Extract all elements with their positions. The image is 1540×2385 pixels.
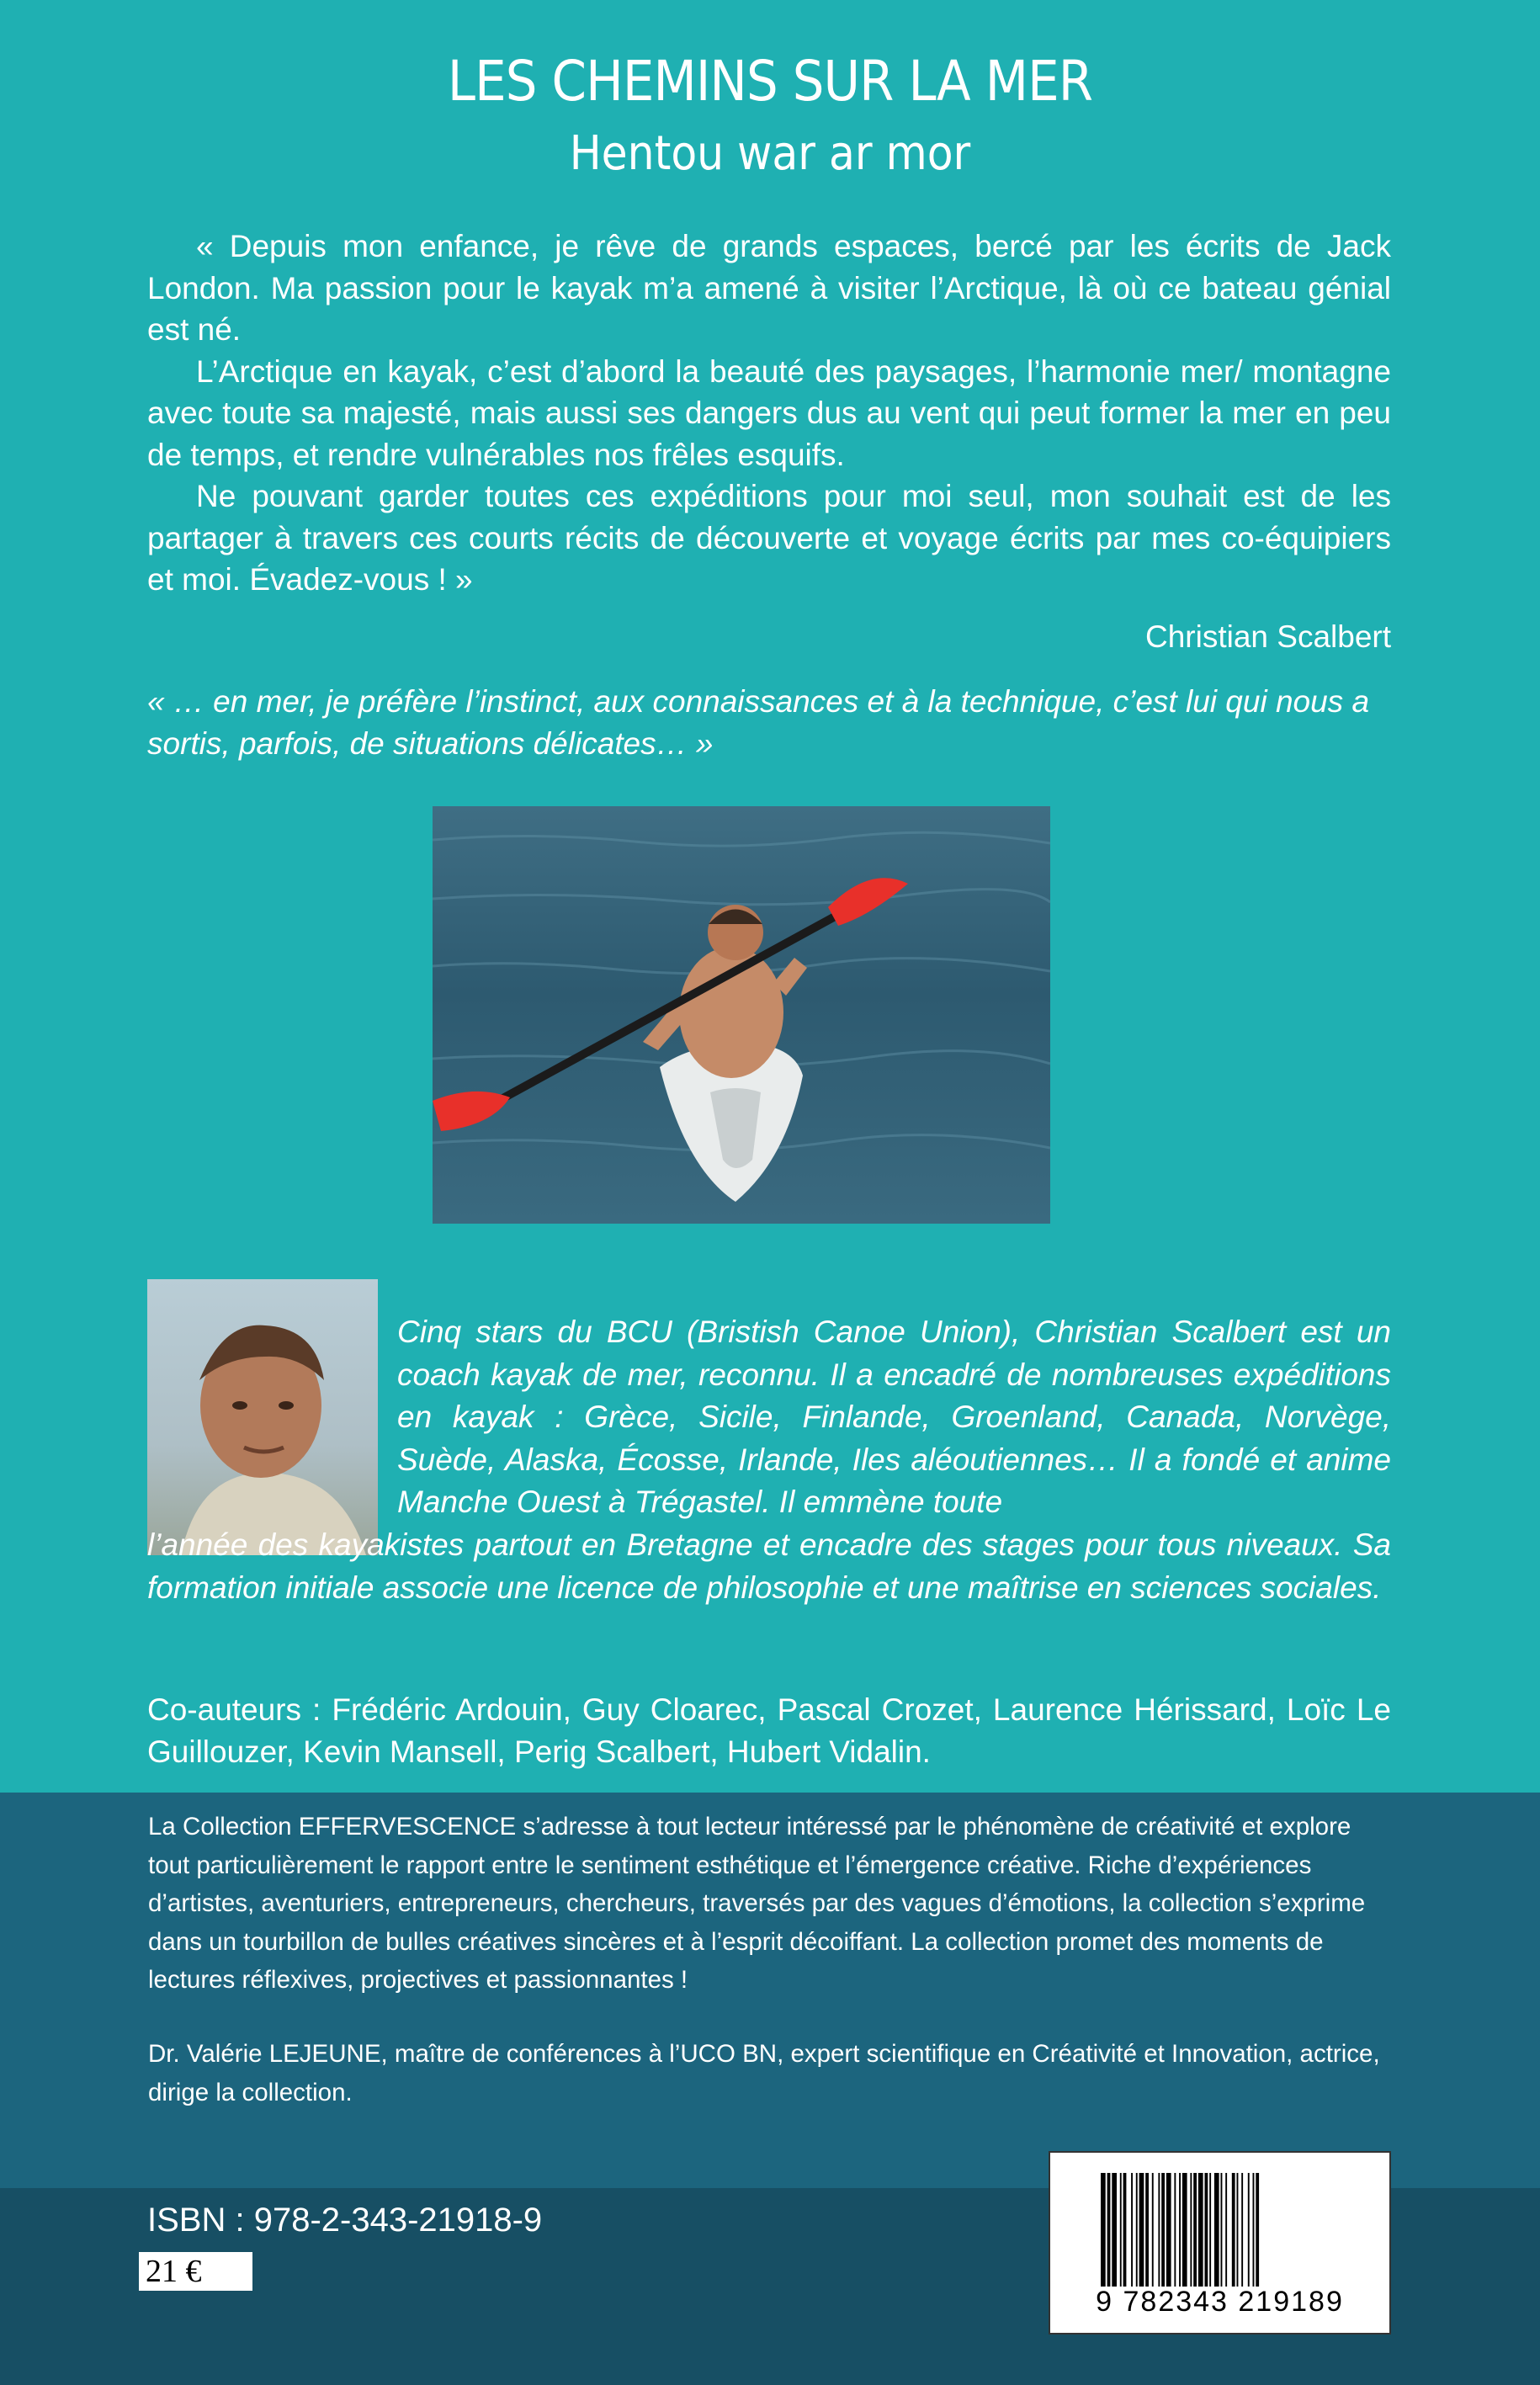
intro-text <box>147 226 1391 601</box>
barcode-bar <box>1139 2173 1144 2287</box>
barcode-bar <box>1190 2173 1192 2287</box>
barcode-bar <box>1205 2173 1208 2287</box>
barcode-bar <box>1241 2173 1243 2287</box>
barcode-bar <box>1131 2173 1133 2287</box>
kayak-photo <box>433 806 1050 1224</box>
author-bio-bottom: l’année des kayakistes partout en Bretagne et encadre des stages pour tous niveaux. Sa formation initiale associe une licence de philosophie et une maîtrise en sciences sociales. <box>147 1527 1391 1605</box>
barcode-bar <box>1237 2173 1239 2287</box>
barcode-bar <box>1225 2173 1227 2287</box>
price-tag: 21 € <box>139 2252 252 2291</box>
author-bio-top: Cinq stars du BCU (Bristish Canoe Union), Christian Scalbert est un coach kayak de mer, reconnu. Il a encadré de nombreuses expéditions en kayak : Grèce, Sicile, Finlande, Groenland, Canada, Norvège, Suède, Alaska, Écosse, Irlande, Iles aléoutiennes… Il a fondé et anime Manche Ouest à Trégastel. Il emmène toute <box>397 1315 1391 1519</box>
barcode-bar <box>1193 2173 1197 2287</box>
barcode-bar <box>1174 2173 1176 2287</box>
barcode-bar <box>1198 2173 1203 2287</box>
author-quote: « … en mer, je préfère l’instinct, aux connaissances et à la technique, c’est lui qui nous a sortis, parfois, de situations délicates… » <box>147 684 1370 761</box>
barcode-bar <box>1179 2173 1181 2287</box>
coauthors: Co-auteurs : Frédéric Ardouin, Guy Cloarec, Pascal Crozet, Laurence Hérissard, Loïc Le Guillouzer, Kevin Mansell, Perig Scalbert, Hubert Vidalin. <box>147 1692 1391 1769</box>
barcode-digits: 9 782343 219189 <box>1096 2286 1344 2318</box>
barcode-bar <box>1182 2173 1187 2287</box>
intro-paragraph-1: « Depuis mon enfance, je rêve de grands espaces, bercé par les écrits de Jack London. Ma passion pour le kayak m’a amené à visiter l’Arctique, là où ce bateau génial est né. <box>147 229 1391 347</box>
author-signature: Christian Scalbert <box>1144 619 1391 654</box>
barcode-bar <box>1161 2173 1165 2287</box>
barcode-bar <box>1253 2173 1255 2287</box>
barcode-bar <box>1232 2173 1235 2287</box>
barcode-bar <box>1107 2173 1111 2287</box>
barcode-bar <box>1123 2173 1127 2287</box>
collection-director: Dr. Valérie LEJEUNE, maître de conférences à l’UCO BN, expert scientifique en Créativité et Innovation, actrice, dirige la collection. <box>148 2040 1380 2106</box>
intro-paragraph-3: Ne pouvant garder toutes ces expéditions pour moi seul, mon souhait est de les partager à travers ces courts récits de découverte et voyage écrits par mes co-équipiers et moi. Évadez-vous ! » <box>147 479 1391 597</box>
barcode-bar <box>1136 2173 1138 2287</box>
intro-paragraph-2: L’Arctique en kayak, c’est d’abord la beauté des paysages, l’harmonie mer/ montagne avec toute sa majesté, mais aussi ses dangers dus au vent qui peut former la mer en peu de temps, et rendre vulnérables nos frêles esquifs. <box>147 353 1391 472</box>
book-title: LES CHEMINS SUR LA MER <box>447 49 1093 114</box>
barcode-bar <box>1158 2173 1160 2287</box>
collection-description: La Collection EFFERVESCENCE s’adresse à tout lecteur intéressé par le phénomène de créativité et explore tout particulièrement le rapport entre le sentiment esthétique et l’émergence créative. Riche d’expériences d’artistes, aventuriers, entrepreneurs, chercheurs, traversés par des vagues d’émotions, la collection s’exprime dans un tourbillon de bulles créatives sincères et à l’esprit décoiffant. La collection promet des moments de lectures réflexives, projectives et passionnantes ! <box>148 1813 1366 1994</box>
barcode-bar <box>1112 2173 1117 2287</box>
barcode-bar <box>1120 2173 1122 2287</box>
barcode-bar <box>1145 2173 1149 2287</box>
barcode-bar <box>1221 2173 1223 2287</box>
book-subtitle: Hentou war ar mor <box>569 126 971 181</box>
author-portrait <box>147 1279 378 1555</box>
barcode-bar <box>1214 2173 1219 2287</box>
barcode-bar <box>1101 2173 1106 2287</box>
barcode-bar <box>1209 2173 1211 2287</box>
barcode-bar <box>1248 2173 1250 2287</box>
barcode-bars <box>1101 2173 1353 2287</box>
isbn: ISBN : 978-2-343-21918-9 <box>147 2202 543 2239</box>
barcode-bar <box>1166 2173 1171 2287</box>
barcode-bar <box>1152 2173 1154 2287</box>
barcode-bar <box>1256 2173 1259 2287</box>
barcode <box>1049 2151 1391 2335</box>
